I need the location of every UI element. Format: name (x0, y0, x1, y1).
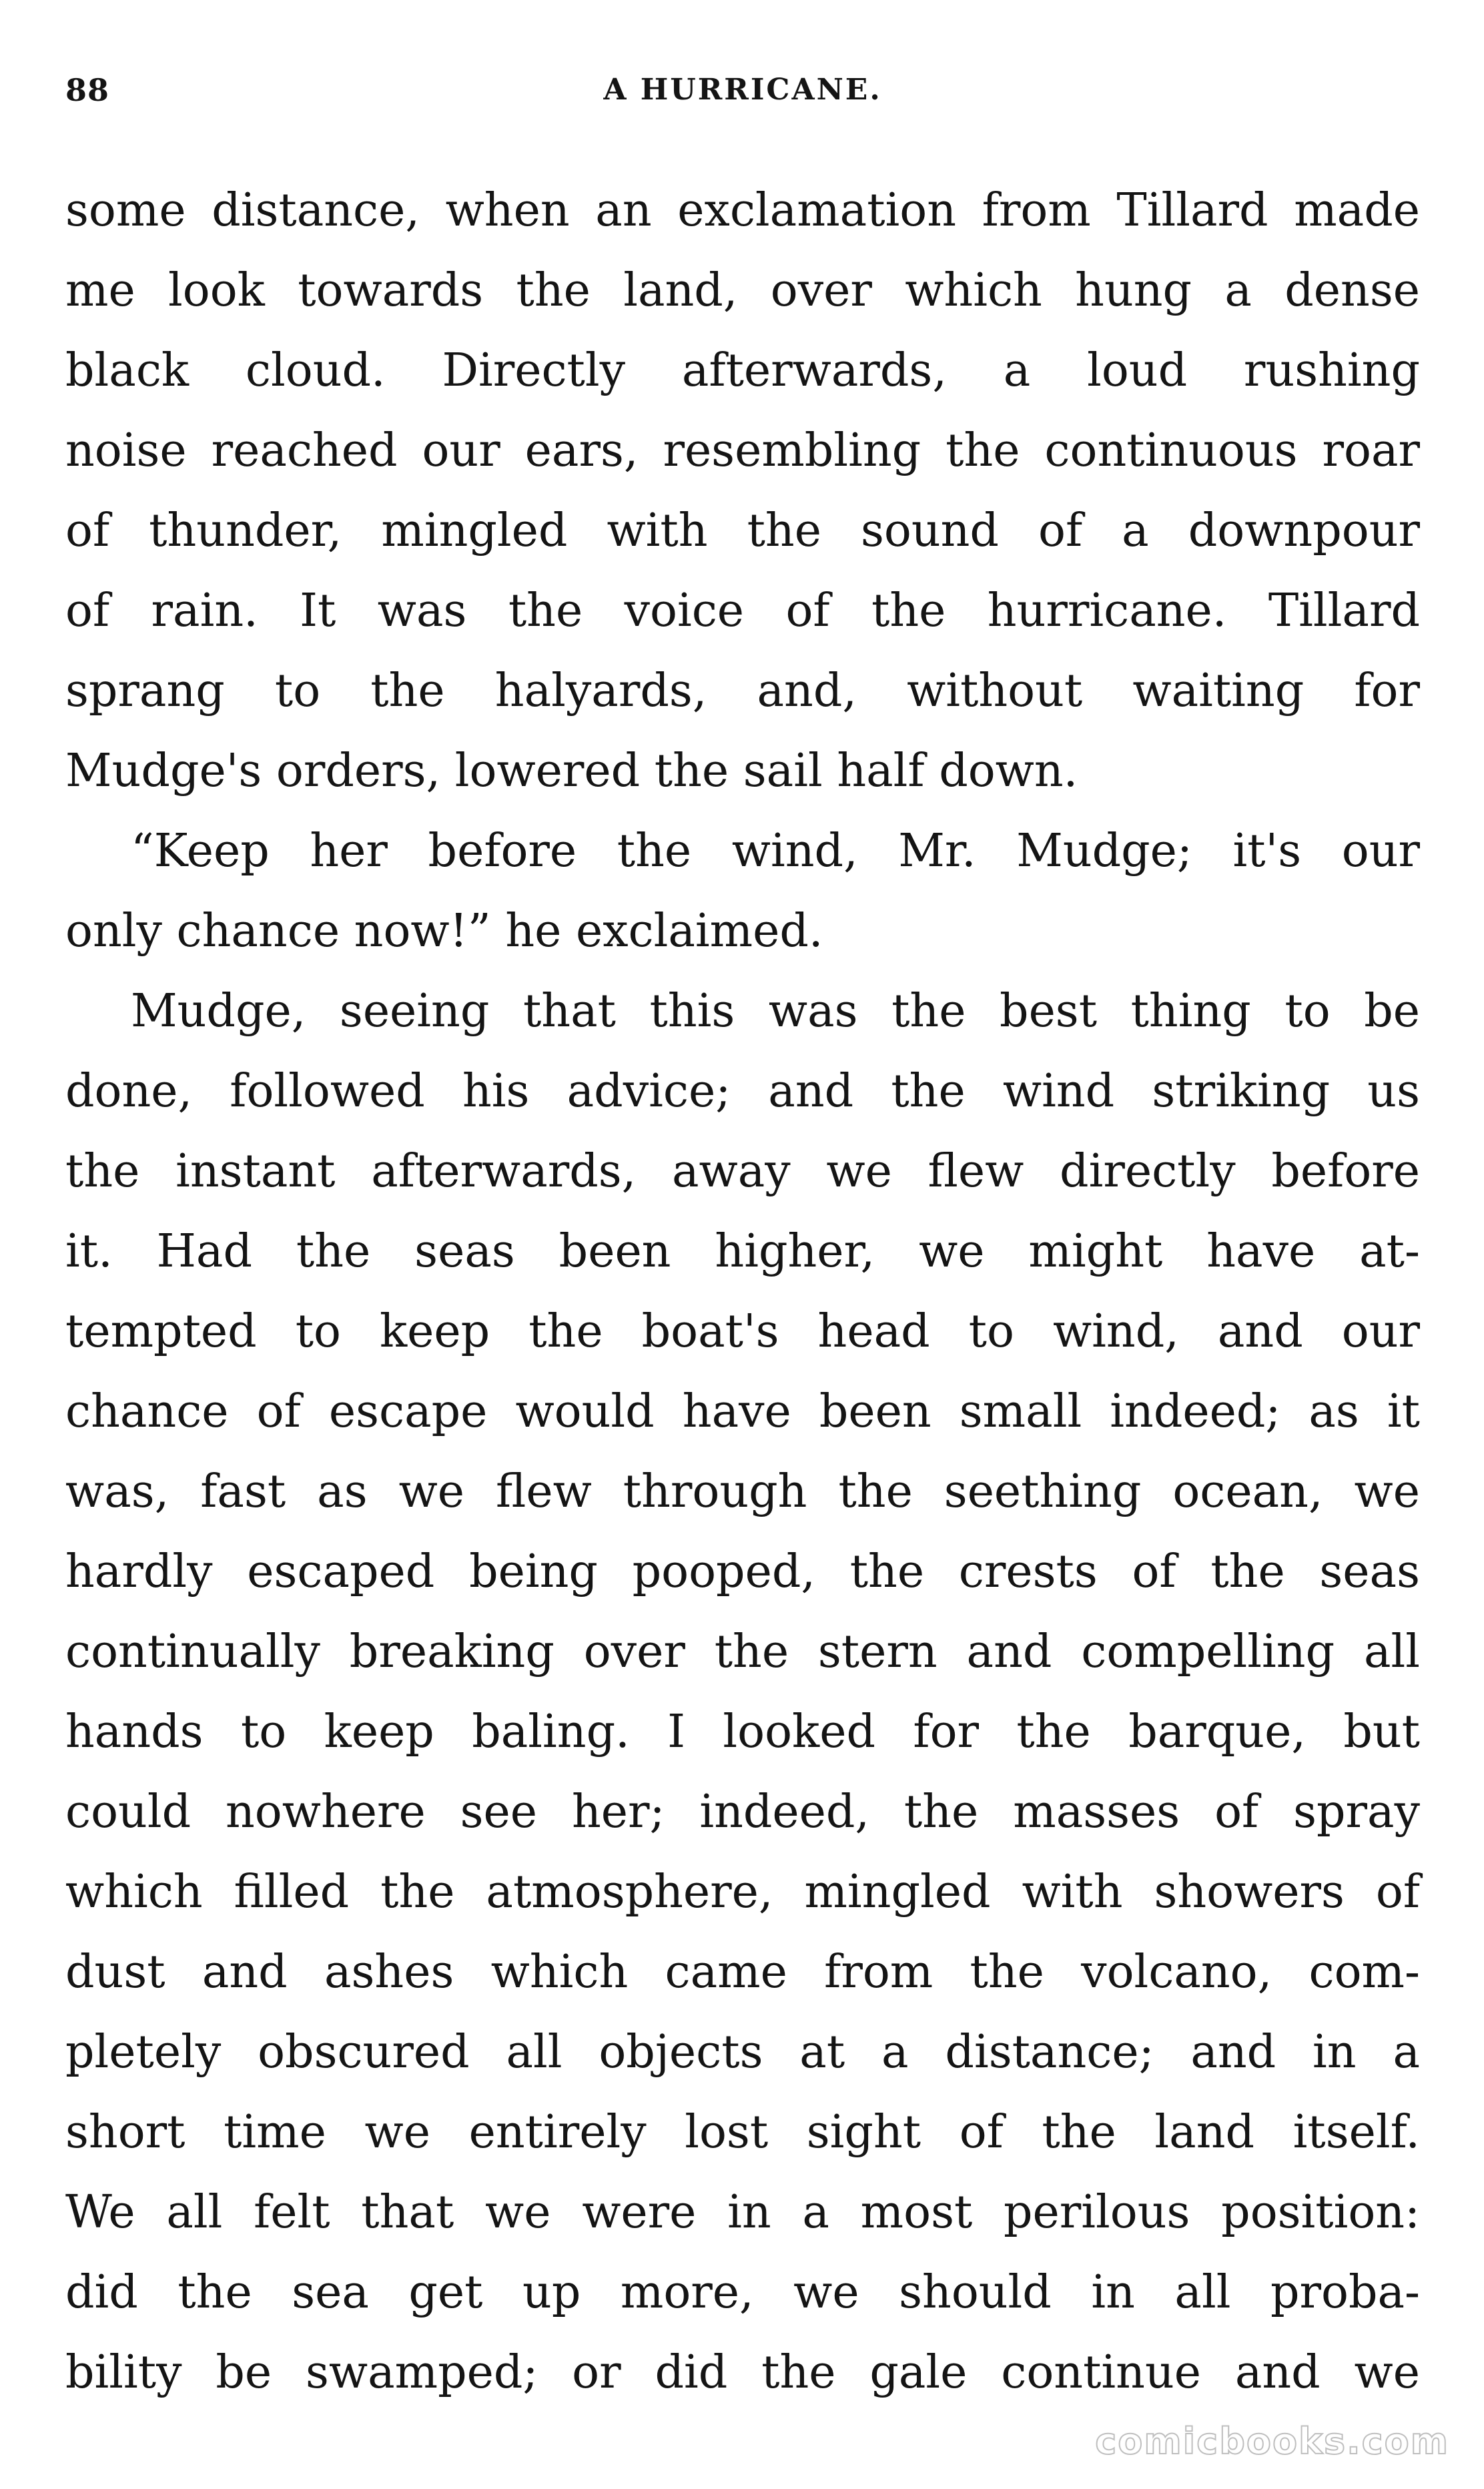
text-line: noise reached our ears, resembling the continuous roar (65, 424, 1420, 477)
text-line: Mudge, seeing that this was the best thing to be (131, 985, 1420, 1038)
text-line: it. Had the seas been higher, we might have at- (65, 1225, 1420, 1278)
text-line: could nowhere see her; indeed, the masses of spray (65, 1786, 1420, 1838)
text-line: hardly escaped being pooped, the crests of the seas (65, 1545, 1420, 1598)
text-line: hands to keep baling. I looked for the barque, but (65, 1706, 1420, 1758)
text-line: the instant afterwards, away we flew directly before (65, 1145, 1420, 1198)
text-line: did the sea get up more, we should in all proba- (65, 2266, 1420, 2319)
text-line: “Keep her before the wind, Mr. Mudge; it's our (131, 825, 1420, 877)
text-line: black cloud. Directly afterwards, a loud rushing (65, 344, 1420, 397)
text-line: of thunder, mingled with the sound of a downpour (65, 504, 1420, 557)
text-line: dust and ashes which came from the volcano, com- (65, 1946, 1420, 1999)
running-head: A HURRICANE. (603, 73, 882, 107)
text-line: short time we entirely lost sight of the land itself. (65, 2106, 1420, 2159)
text-line: of rain. It was the voice of the hurricane. Tillard (65, 585, 1420, 637)
body-text (65, 171, 1420, 2413)
text-line: was, fast as we flew through the seething ocean, we (65, 1465, 1420, 1518)
text-line: tempted to keep the boat's head to wind, and our (65, 1305, 1420, 1358)
text-line: pletely obscured all objects at a distance; and in a (65, 2026, 1420, 2079)
text-line: me look towards the land, over which hung a dense (65, 264, 1420, 317)
text-line: only chance now!” he exclaimed. (65, 905, 823, 958)
text-line: chance of escape would have been small indeed; as it (65, 1385, 1420, 1438)
text-line: We all felt that we were in a most perilous position: (65, 2186, 1420, 2239)
text-line: which filled the atmosphere, mingled with showers of (65, 1866, 1420, 1918)
text-line: sprang to the halyards, and, without waiting for (65, 665, 1420, 717)
text-line: done, followed his advice; and the wind striking us (65, 1065, 1420, 1118)
page-number: 88 (65, 72, 110, 108)
text-line: continually breaking over the stern and compelling all (65, 1626, 1420, 1678)
text-line: bility be swamped; or did the gale continue and we (65, 2346, 1420, 2399)
text-line: Mudge's orders, lowered the sail half down. (65, 745, 1078, 797)
text-line: some distance, when an exclamation from Tillard made (65, 184, 1420, 237)
site-watermark: comicbooks.com (1095, 2420, 1449, 2462)
page-header (65, 63, 1420, 117)
